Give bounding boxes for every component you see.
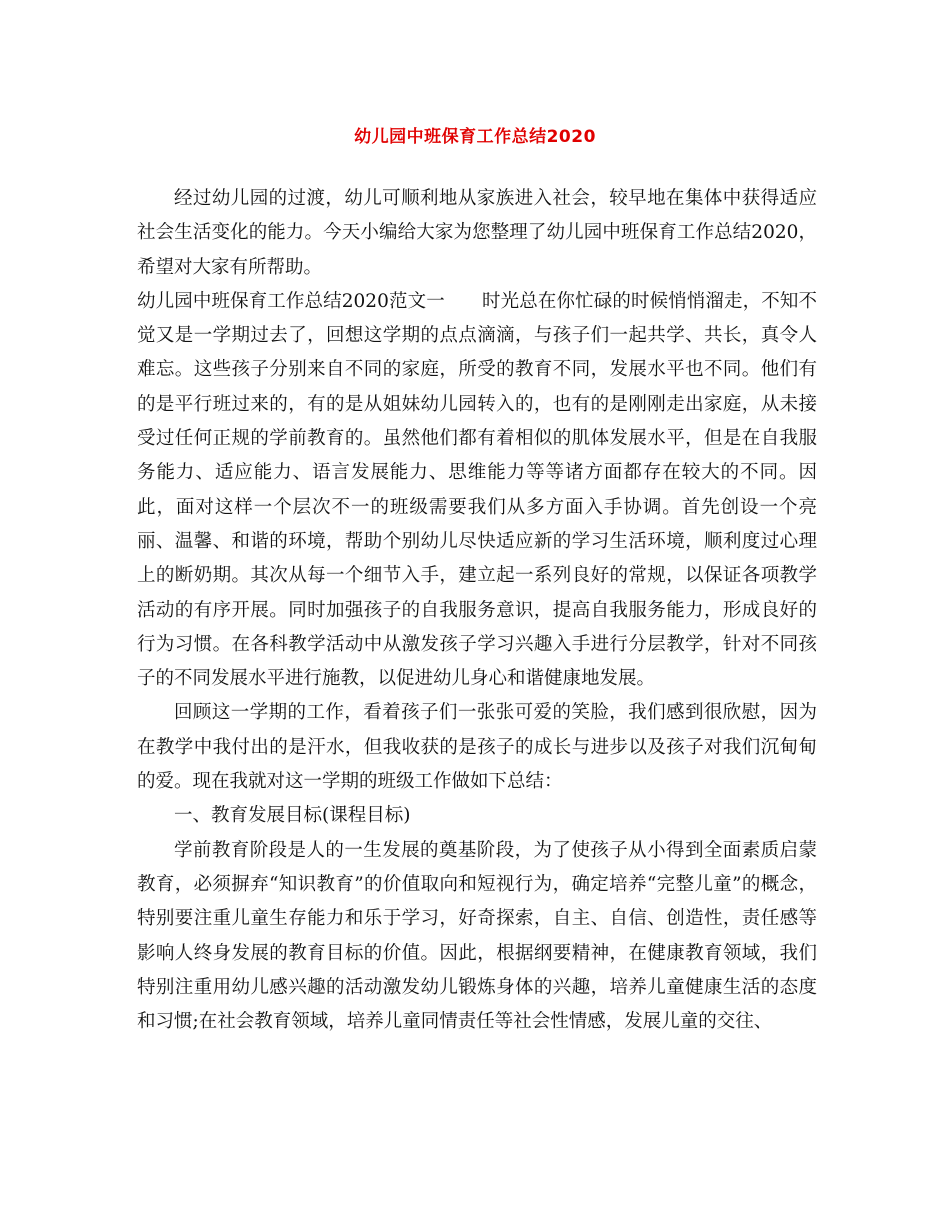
- paragraph-sample-one: 幼儿园中班保育工作总结2020范文一 时光总在你忙碌的时候悄悄溜走，不知不觉又是一学期过去了，回想这学期的点点滴滴，与孩子们一起共学、共长，真令人难忘。这些孩子分别来自不同的家庭，所受的教育不同，发展水平也不同。他们有的是平行班过来的，有的是从姐妹幼儿园转入的，也有的是刚刚走出家庭，从未接受过任何正规的学前教育的。虽然他们都有着相似的肌体发展水平，但是在自我服务能力、适应能力、语言发展能力、思维能力等等诸方面都存在较大的不同。因此，面对这样一个层次不一的班级需要我们从多方面入手协调。首先创设一个亮丽、温馨、和谐的环境，帮助个别幼儿尽快适应新的学习生活环境，顺利度过心理上的断奶期。其次从每一个细节入手，建立起一系列良好的常规，以保证各项教学活动的有序开展。同时加强孩子的自我服务意识，提高自我服务能力，形成良好的行为习惯。在各科教学活动中从激发孩子学习兴趣入手进行分层教学，针对不同孩子的不同发展水平进行施教，以促进幼儿身心和谐健康地发展。: [137, 290, 817, 690]
- document-body: [137, 182, 817, 1039]
- paragraph-review: 回顾这一学期的工作，看着孩子们一张张可爱的笑脸，我们感到很欣慰，因为在教学中我付出的是汗水，但我收获的是孩子的成长与进步以及孩子对我们沉甸甸的爱。现在我就对这一学期的班级工作做如下总结：: [137, 702, 817, 793]
- section-heading-education-goals: 一、教育发展目标(课程目标): [174, 805, 411, 827]
- document-title: 幼儿园中班保育工作总结2020: [354, 127, 596, 147]
- paragraph-intro: 经过幼儿园的过渡，幼儿可顺利地从家族进入社会，较早地在集体中获得适应社会生活变化的能力。今天小编给大家为您整理了幼儿园中班保育工作总结2020，希望对大家有所帮助。: [137, 188, 817, 278]
- paragraph-education-goals: 学前教育阶段是人的一生发展的奠基阶段，为了使孩子从小得到全面素质启蒙教育，必须摒弃“知识教育”的价值取向和短视行为，确定培养“完整儿童”的概念，特别要注重儿童生存能力和乐于学习，好奇探索，自主、自信、创造性，责任感等影响人终身发展的教育目标的价值。因此，根据纲要精神，在健康教育领域，我们特别注重用幼儿感兴趣的活动激发幼儿锻炼身体的兴趣，培养儿童健康生活的态度和习惯;在社会教育领域，培养儿童同情责任等社会性情感，发展儿童的交往、: [137, 839, 817, 1033]
